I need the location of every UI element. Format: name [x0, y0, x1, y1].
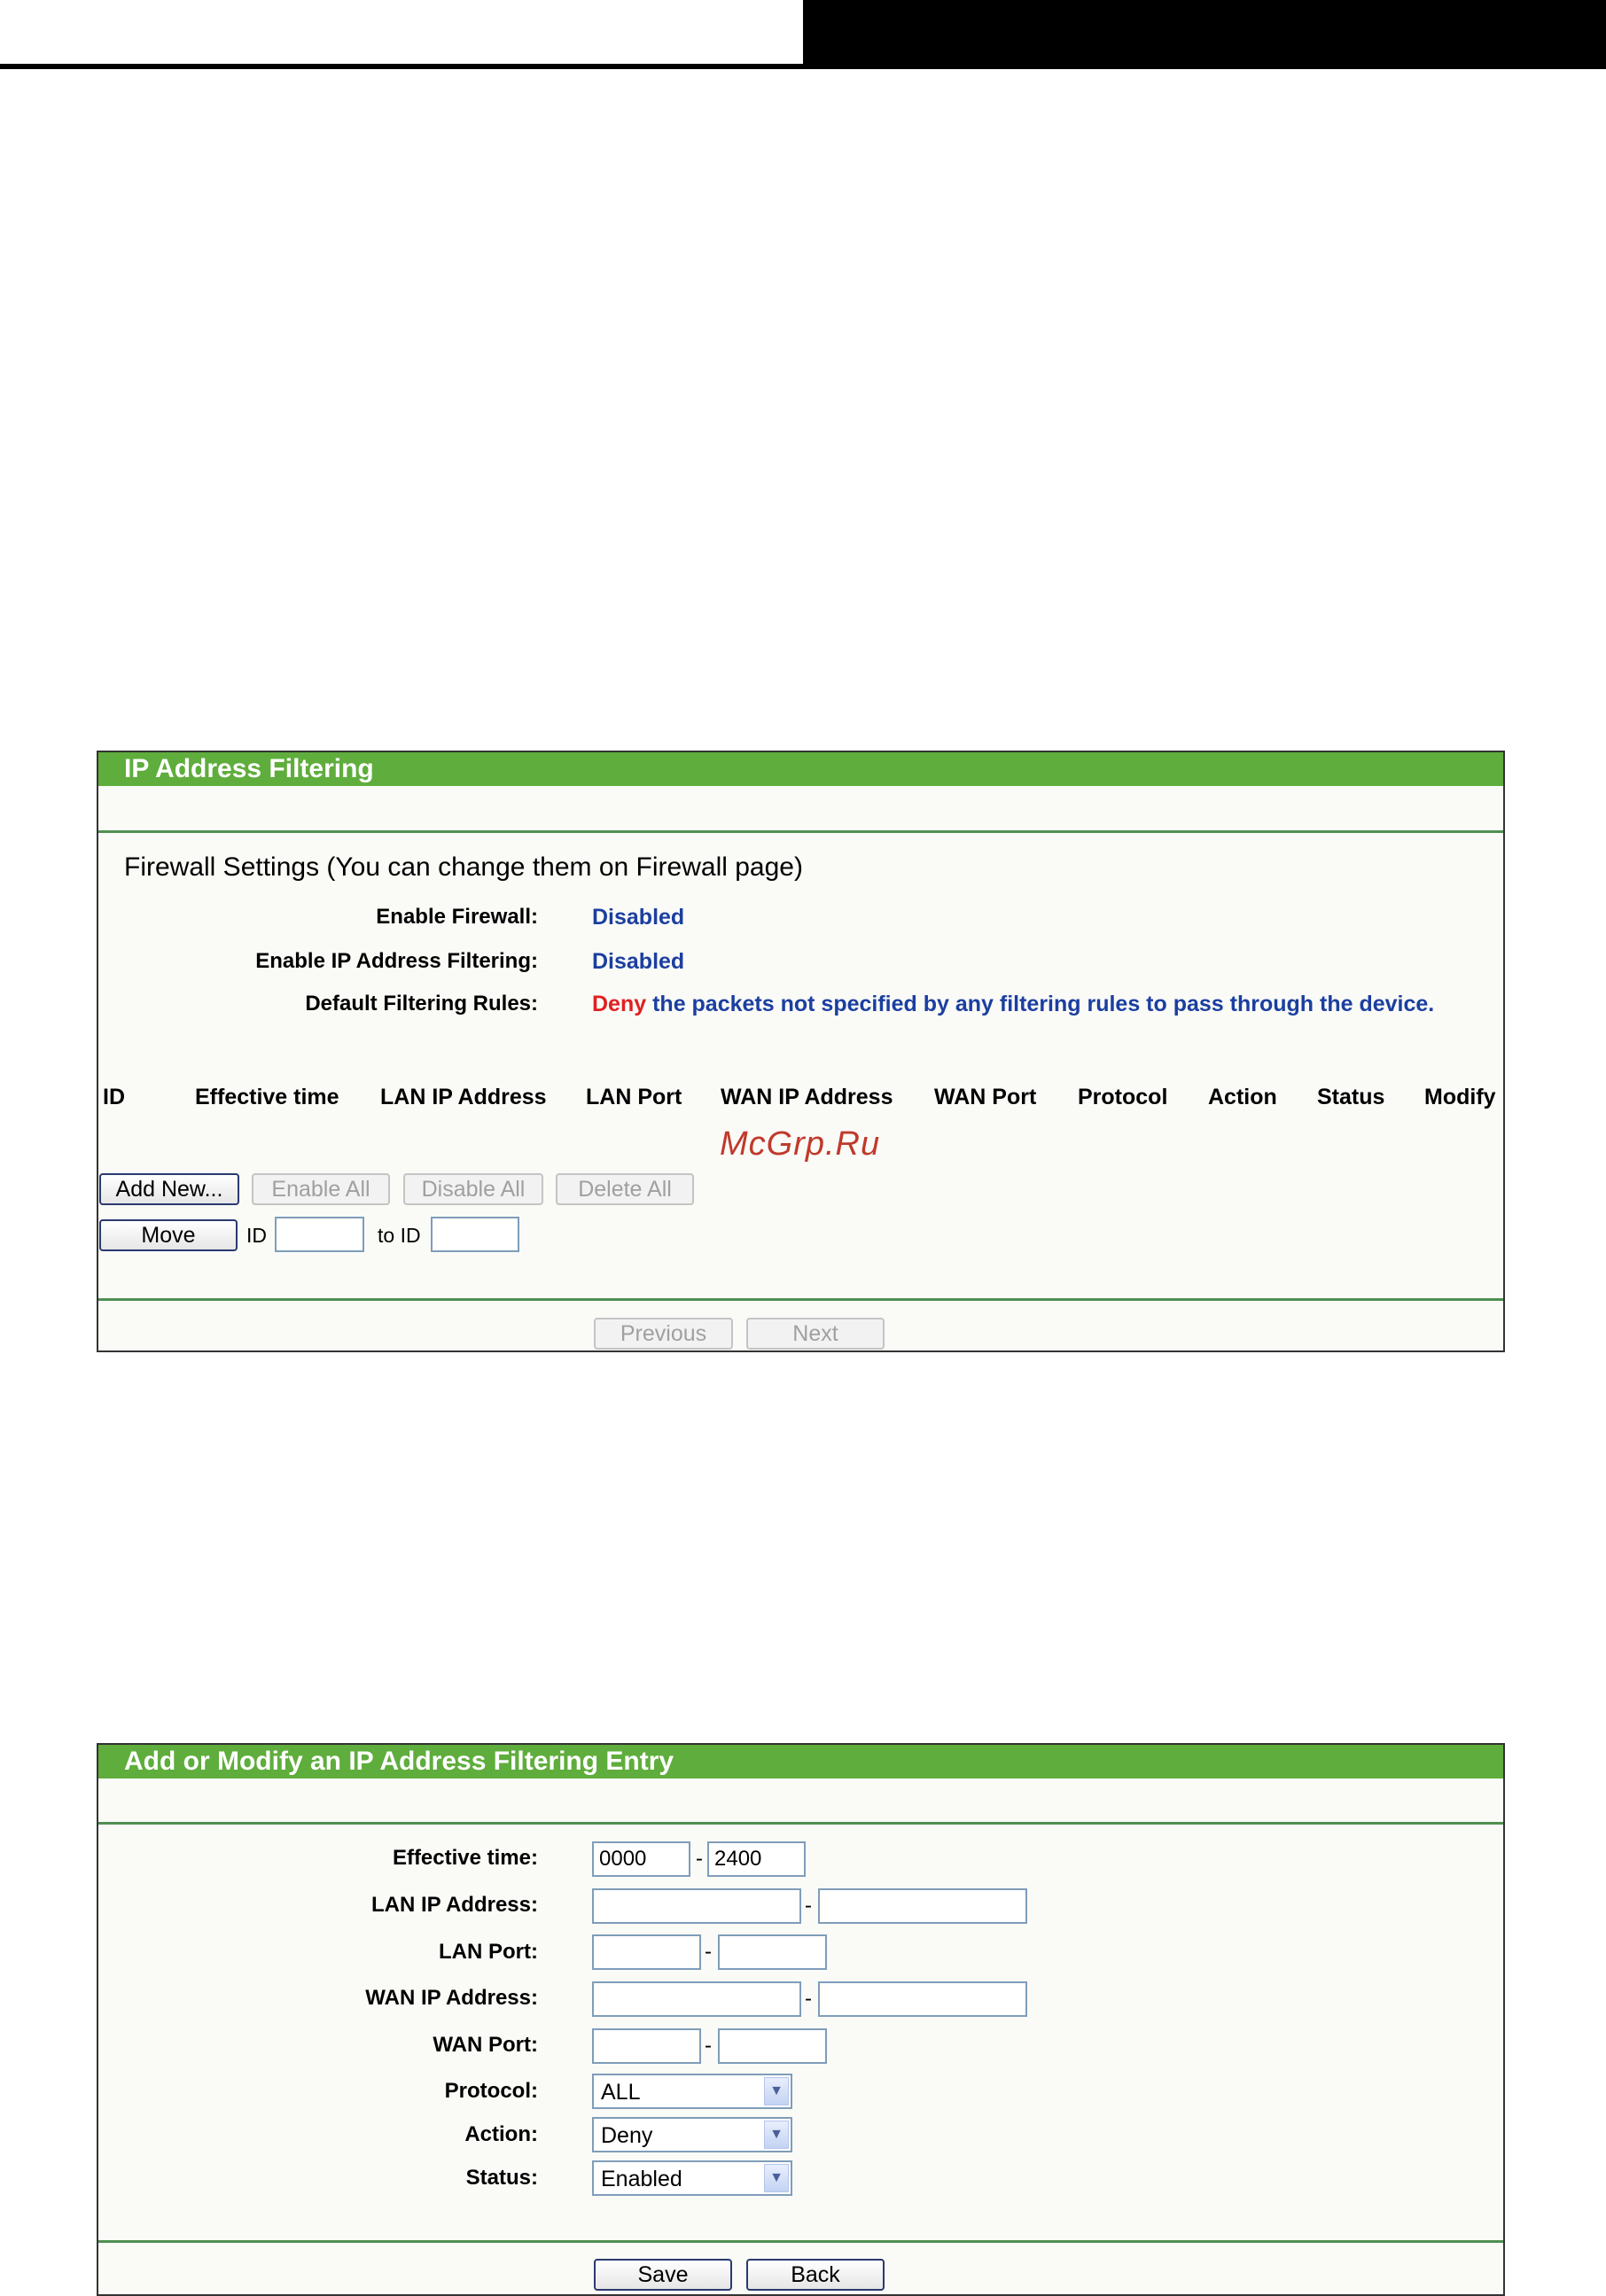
lan-port-start-input[interactable]: [592, 1934, 701, 1970]
column-header-lan-port: LAN Port: [586, 1085, 682, 1109]
add-new-button[interactable]: Add New...: [99, 1173, 239, 1205]
disable-all-button[interactable]: Disable All: [403, 1173, 543, 1205]
effective-time-dash: -: [696, 1847, 703, 1871]
wan-ip-end-input[interactable]: [818, 1981, 1027, 2017]
watermark: McGrp.Ru: [720, 1125, 881, 1163]
back-button[interactable]: Back: [746, 2259, 885, 2291]
default-rule-text: the packets not specified by any filtering rules to pass through the device.: [652, 992, 1435, 1016]
lan-ip-start-input[interactable]: [592, 1888, 801, 1924]
lan-port-end-input[interactable]: [718, 1934, 827, 1970]
add-modify-entry-panel: [97, 1743, 1505, 2296]
status-label: Status:: [465, 2166, 538, 2190]
effective-time-label: Effective time:: [392, 1846, 538, 1870]
move-from-id-input[interactable]: [275, 1217, 364, 1252]
previous-button[interactable]: Previous: [594, 1318, 733, 1350]
lan-port-label: LAN Port:: [439, 1940, 538, 1964]
column-header-action: Action: [1208, 1085, 1277, 1109]
move-to-id-label: to ID: [378, 1224, 421, 1247]
lan-ip-end-input[interactable]: [818, 1888, 1027, 1924]
save-button[interactable]: Save: [594, 2259, 732, 2291]
action-selected-value: Deny: [601, 2123, 653, 2148]
lan-ip-address-label: LAN IP Address:: [370, 1893, 538, 1917]
chevron-down-icon[interactable]: ▼: [764, 2121, 789, 2149]
separator-bottom: [98, 1298, 1503, 1301]
separator-top: [98, 1822, 1503, 1825]
wan-ip-address-label: WAN IP Address:: [365, 1986, 538, 2010]
effective-time-start-input[interactable]: [592, 1841, 690, 1877]
enable-ip-filtering-value: Disabled: [592, 949, 685, 974]
deny-keyword: Deny: [592, 992, 647, 1016]
move-to-id-input[interactable]: [431, 1217, 519, 1252]
wan-ip-start-input[interactable]: [592, 1981, 801, 2017]
enable-all-button[interactable]: Enable All: [252, 1173, 390, 1205]
separator-bottom: [98, 2240, 1503, 2243]
next-button[interactable]: Next: [746, 1318, 885, 1350]
firewall-settings-heading: Firewall Settings (You can change them on Firewall page): [124, 852, 803, 882]
default-filtering-rules-value: [592, 992, 1434, 1017]
chevron-down-icon[interactable]: ▼: [764, 2077, 789, 2105]
header-black-bar: [803, 0, 1606, 69]
column-header-wan-ip-address: WAN IP Address: [721, 1085, 893, 1109]
chevron-down-icon[interactable]: ▼: [764, 2164, 789, 2192]
enable-firewall-label: Enable Firewall:: [376, 905, 538, 929]
status-select[interactable]: [592, 2160, 792, 2196]
move-button[interactable]: Move: [99, 1219, 238, 1251]
wan-ip-dash: -: [805, 1987, 812, 2011]
action-select[interactable]: [592, 2117, 792, 2152]
panel-title: Add or Modify an IP Address Filtering Entry: [98, 1745, 1503, 1778]
effective-time-end-input[interactable]: [707, 1841, 806, 1877]
delete-all-button[interactable]: Delete All: [556, 1173, 694, 1205]
wan-port-label: WAN Port:: [433, 2033, 538, 2057]
status-selected-value: Enabled: [601, 2167, 682, 2191]
action-label: Action:: [464, 2122, 538, 2146]
column-header-effective-time: Effective time: [195, 1085, 339, 1109]
ip-address-filtering-panel: [97, 751, 1505, 1352]
lan-port-dash: -: [705, 1940, 712, 1964]
enable-ip-filtering-label: Enable IP Address Filtering:: [255, 949, 538, 973]
move-id-label: ID: [246, 1224, 267, 1247]
protocol-select[interactable]: [592, 2074, 792, 2109]
wan-port-dash: -: [705, 2034, 712, 2058]
column-header-wan-port: WAN Port: [934, 1085, 1037, 1109]
column-header-modify: Modify: [1424, 1085, 1496, 1109]
column-header-lan-ip-address: LAN IP Address: [380, 1085, 547, 1109]
wan-port-start-input[interactable]: [592, 2028, 701, 2064]
lan-ip-dash: -: [805, 1894, 812, 1918]
panel-title: IP Address Filtering: [98, 752, 1503, 786]
default-filtering-rules-label: Default Filtering Rules:: [305, 992, 538, 1016]
protocol-selected-value: ALL: [601, 2080, 641, 2105]
column-header-protocol: Protocol: [1078, 1085, 1168, 1109]
column-header-id: ID: [103, 1085, 125, 1109]
separator-top: [98, 830, 1503, 833]
enable-firewall-value: Disabled: [592, 905, 685, 930]
header-rule: [0, 64, 807, 69]
protocol-label: Protocol:: [444, 2079, 538, 2103]
wan-port-end-input[interactable]: [718, 2028, 827, 2064]
column-header-status: Status: [1317, 1085, 1385, 1109]
